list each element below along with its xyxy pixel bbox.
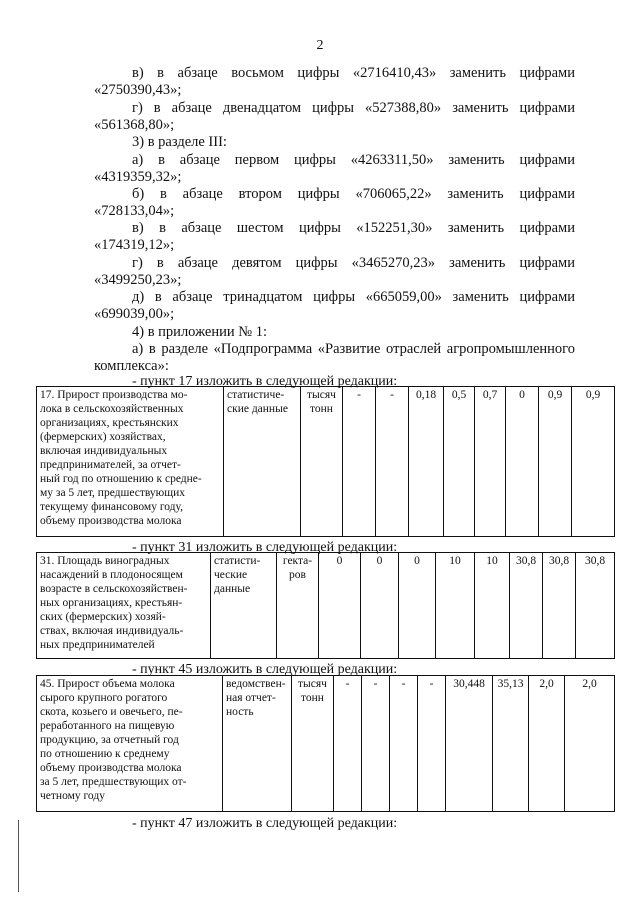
unit-cell: тысяч тонн [301, 387, 343, 537]
value-cell: 2,0 [529, 676, 565, 812]
value-cell: 0,7 [475, 387, 506, 537]
paragraph-line: 4) в приложении № 1: [132, 324, 267, 340]
paragraph-line: «3499250,23»; [94, 272, 182, 288]
paragraph-line: «174319,12»; [94, 237, 175, 253]
paragraph-line: комплекса»: [94, 358, 169, 374]
paragraph-line: в) в абзаце шестом цифры «152251,30» заменить цифрами [132, 220, 575, 236]
table-row [36, 675, 615, 812]
value-cell: 0,9 [572, 387, 615, 537]
value-cell: 2,0 [565, 676, 615, 812]
value-cell: 0,5 [444, 387, 475, 537]
value-cell: 0 [361, 553, 399, 659]
indicator-name-cell: 17. Прирост производства мо- лока в сельскохозяйственных организациях, крестьянских (фермерских) хозяйствах, включая индивидуальных предпринимателей, за отчет- ный год по отношению к средне- му за 5 лет, предшествующих текущему финансовому году, объему производства молока [37, 387, 224, 537]
value-cell: 35,13 [493, 676, 529, 812]
paragraph-line: «728133,04»; [94, 203, 175, 219]
value-cell: 30,8 [543, 553, 576, 659]
value-cell: - [390, 676, 418, 812]
value-cell: - [362, 676, 390, 812]
value-cell: - [376, 387, 409, 537]
value-cell: 0 [399, 553, 436, 659]
paragraph-line: «699039,00»; [94, 306, 175, 322]
unit-cell: гекта- ров [277, 553, 319, 659]
value-cell: - [418, 676, 446, 812]
value-cell: 30,448 [446, 676, 493, 812]
value-cell: 0,9 [539, 387, 572, 537]
amendment-note: - пункт 45 изложить в следующей редакции: [132, 662, 398, 677]
source-cell: ведомствен- ная отчет- ность [223, 676, 292, 812]
paragraph-line: б) в абзаце втором цифры «706065,22» заменить цифрами [132, 186, 575, 202]
paragraph-line: «2750390,43»; [94, 82, 182, 98]
value-cell: - [343, 387, 376, 537]
unit-cell: тысяч тонн [292, 676, 334, 812]
table-row [36, 552, 615, 659]
paragraph-line: в) в абзаце восьмом цифры «2716410,43» заменить цифрами [132, 65, 575, 81]
paragraph-line: д) в абзаце тринадцатом цифры «665059,00» заменить цифрами [132, 289, 575, 305]
page-number: 2 [316, 38, 324, 53]
value-cell: 30,8 [576, 553, 615, 659]
indicator-name-cell: 31. Площадь виноградных насаждений в плодоносящем возрасте в сельскохозяйствен- ных организациях, крестьян- ских (фермерских) хозяй- ствах, включая индивидуаль- ных предпринимателей [37, 553, 211, 659]
amendment-note: - пункт 47 изложить в следующей редакции: [132, 816, 398, 831]
source-cell: статисти- ческие данные [211, 553, 277, 659]
value-cell: 0 [506, 387, 539, 537]
source-cell: статистиче- ские данные [224, 387, 301, 537]
scan-edge-mark [18, 820, 19, 892]
paragraph-line: «4319359,32»; [94, 169, 182, 185]
paragraph-line: г) в абзаце двенадцатом цифры «527388,80» заменить цифрами [132, 100, 575, 116]
amendment-note: - пункт 17 изложить в следующей редакции: [132, 374, 398, 389]
value-cell: 10 [436, 553, 475, 659]
table-row [36, 386, 615, 537]
paragraph-line: «561368,80»; [94, 117, 175, 133]
paragraph-line: а) в абзаце первом цифры «4263311,50» заменить цифрами [132, 152, 575, 168]
paragraph-line: 3) в разделе III: [132, 134, 227, 150]
value-cell: 10 [475, 553, 510, 659]
value-cell: 30,8 [510, 553, 543, 659]
value-cell: - [334, 676, 362, 812]
value-cell: 0,18 [409, 387, 444, 537]
indicator-name-cell: 45. Прирост объема молока сырого крупного рогатого скота, козьего и овечьего, пе- реработанного на пищевую продукцию, за отчетный год по отношению к среднему объему производства молока за 5 лет, предшествующих от- четному году [37, 676, 223, 812]
amendment-note: - пункт 31 изложить в следующей редакции: [132, 540, 398, 555]
value-cell: 0 [319, 553, 361, 659]
paragraph-line: г) в абзаце девятом цифры «3465270,23» заменить цифрами [132, 255, 575, 271]
paragraph-line: а) в разделе «Подпрограмма «Развитие отраслей агропромышленного [132, 341, 575, 357]
